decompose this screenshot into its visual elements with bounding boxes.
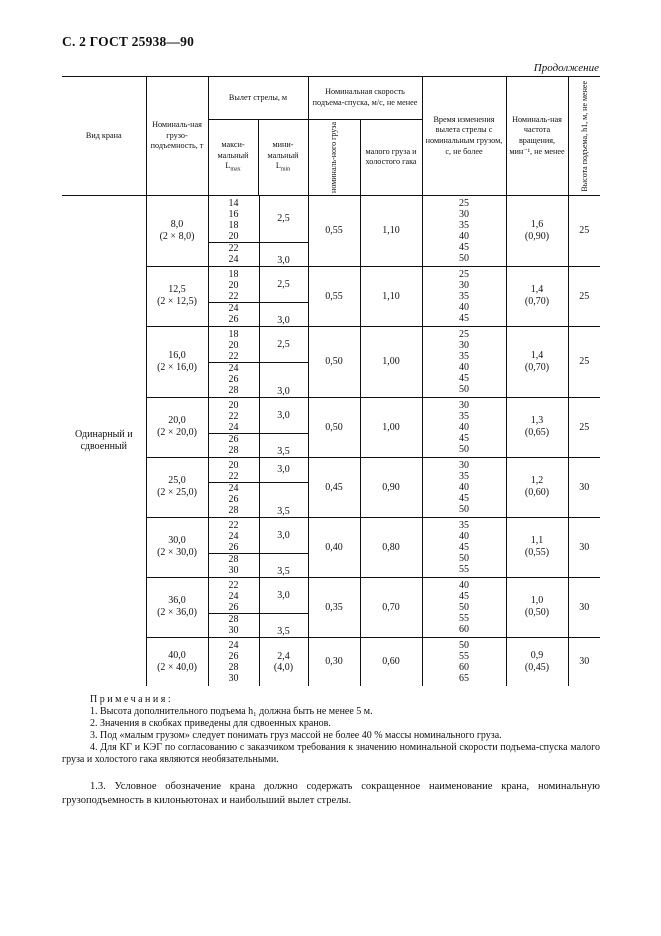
notes-title: Примечания: <box>90 694 174 705</box>
crane-type: Одинарный и сдвоенный <box>74 428 133 452</box>
capacity-double: (2 × 36,0) <box>157 607 197 619</box>
time-value: 55 <box>459 563 469 575</box>
col-reach-max-sub: max <box>230 167 241 174</box>
speed-nominal-value: 0,55 <box>308 195 360 266</box>
time-cell <box>422 637 506 686</box>
time-value: 25 <box>459 197 469 209</box>
time-value: 45 <box>459 492 469 504</box>
time-value: 40 <box>459 230 469 242</box>
reach-min-value: 3,0 <box>277 529 290 541</box>
reach-grid <box>209 578 308 637</box>
speed-nominal-value: 0,45 <box>308 457 360 517</box>
capacity-cell <box>146 637 208 686</box>
reach-max-cell <box>208 266 308 326</box>
time-value: 40 <box>459 301 469 313</box>
rotation-value: 1,1 <box>530 535 544 547</box>
time-value: 40 <box>459 530 469 542</box>
reach-max-list <box>209 267 260 302</box>
reach-max-value: 24 <box>228 590 239 602</box>
reach-max-list <box>209 518 260 553</box>
paragraph-1-3: 1.3. Условное обозначение крана должно содержать сокращенное наименование крана, номинальную грузоподъемность в килоньютонах и наибольший вылет стрелы. <box>62 781 600 806</box>
reach-max-cell <box>208 517 308 577</box>
time-cell <box>422 517 506 577</box>
col-reach-max <box>208 120 258 196</box>
speed-nominal-value: 0,35 <box>308 577 360 637</box>
rotation-double: (0,70) <box>524 361 550 373</box>
capacity-double: (2 × 25,0) <box>157 487 197 499</box>
reach-min-double: (4,0) <box>273 661 294 673</box>
capacity-cell <box>146 326 208 397</box>
reach-part-a <box>209 578 308 613</box>
reach-max-value: 20 <box>228 230 239 242</box>
spec-table <box>62 76 600 686</box>
reach-max-value: 28 <box>228 661 239 673</box>
col-reach-max-text: макси-мальный L <box>217 140 249 171</box>
capacity-value: 40,0 <box>168 649 186 661</box>
reach-min-value: 3,0 <box>277 314 290 326</box>
time-value: 30 <box>459 208 469 220</box>
reach-part-a <box>209 458 308 482</box>
time-value: 50 <box>459 503 469 515</box>
reach-min-value: 3,0 <box>277 385 290 397</box>
time-value: 45 <box>459 312 469 324</box>
speed-small-value: 1,00 <box>360 397 422 457</box>
reach-part-b <box>209 242 308 266</box>
reach-max-value: 28 <box>228 613 239 625</box>
col-speed-nominal <box>308 120 360 196</box>
reach-min-a <box>260 518 308 553</box>
speed-nominal-value: 0,30 <box>308 637 360 686</box>
time-value: 45 <box>459 432 469 444</box>
reach-min-b <box>260 303 308 326</box>
capacity-double: (2 × 12,5) <box>157 296 197 308</box>
reach-max-value: 18 <box>228 219 239 231</box>
reach-max-list <box>209 554 260 577</box>
capacity-value: 16,0 <box>168 349 186 361</box>
reach-max-value: 28 <box>228 553 239 565</box>
reach-max-value: 24 <box>228 421 239 433</box>
reach-max-list <box>209 303 260 326</box>
capacity-cell <box>146 457 208 517</box>
rotation-value: 1,4 <box>530 284 544 296</box>
reach-max-value: 22 <box>228 410 239 422</box>
speed-small-value: 0,80 <box>360 517 422 577</box>
col-speed-small: малого груза и холостого гака <box>360 120 422 196</box>
reach-max-value: 26 <box>228 433 239 445</box>
time-cell <box>422 266 506 326</box>
time-list <box>423 640 506 684</box>
col-reach-min <box>258 120 308 196</box>
reach-max-cell <box>208 457 308 517</box>
reach-part-a <box>209 518 308 553</box>
capacity-double: (2 × 30,0) <box>157 547 197 559</box>
reach-max-list <box>209 614 260 637</box>
capacity-double: (2 × 8,0) <box>159 230 195 242</box>
capacity-value: 12,5 <box>168 284 186 296</box>
notes <box>62 694 600 766</box>
reach-max-list <box>209 398 260 433</box>
col-capacity: Номиналь-ная грузо-подъемность, т <box>146 77 208 196</box>
reach-min-b <box>260 243 308 266</box>
height-value: 25 <box>568 266 600 326</box>
reach-max-value: 30 <box>228 672 239 684</box>
time-value: 35 <box>459 470 469 482</box>
time-value: 35 <box>459 350 469 362</box>
reach-max-list <box>209 638 260 686</box>
rotation-cell <box>506 457 568 517</box>
reach-max-list <box>209 327 260 362</box>
reach-min-value: 3,5 <box>277 625 290 637</box>
reach-part-a <box>209 638 308 686</box>
reach-min-value: 2,5 <box>277 338 290 350</box>
time-list <box>423 329 506 395</box>
capacity-value: 8,0 <box>170 218 184 230</box>
reach-max-list <box>209 483 260 517</box>
time-list <box>423 460 506 515</box>
reach-max-value: 26 <box>228 493 239 505</box>
speed-small-value: 1,10 <box>360 195 422 266</box>
reach-max-cell <box>208 326 308 397</box>
note-2: 2. Значения в скобках приведены для сдвоенных кранов. <box>90 718 331 729</box>
reach-min-a <box>260 327 308 362</box>
reach-max-value: 22 <box>228 519 239 531</box>
time-list <box>423 269 506 324</box>
time-value: 40 <box>459 481 469 493</box>
speed-nominal-value: 0,40 <box>308 517 360 577</box>
col-height <box>568 77 600 196</box>
reach-min-value: 2,5 <box>277 278 290 290</box>
rotation-double: (0,90) <box>524 230 550 242</box>
rotation-double: (0,70) <box>524 296 550 308</box>
reach-part-b <box>209 613 308 637</box>
time-cell <box>422 195 506 266</box>
reach-max-value: 26 <box>228 541 239 553</box>
reach-max-value: 20 <box>228 339 239 351</box>
capacity-cell <box>146 577 208 637</box>
reach-grid <box>209 327 308 397</box>
reach-part-b <box>209 482 308 517</box>
time-value: 45 <box>459 541 469 553</box>
rotation-cell <box>506 517 568 577</box>
col-reach-min-text: мини-мальный L <box>267 140 299 171</box>
speed-small-value: 0,60 <box>360 637 422 686</box>
time-list <box>423 520 506 575</box>
reach-grid <box>209 398 308 457</box>
time-value: 35 <box>459 219 469 231</box>
reach-max-value: 28 <box>228 384 239 396</box>
time-value: 30 <box>459 459 469 471</box>
reach-max-value: 20 <box>228 459 239 471</box>
reach-part-b <box>209 362 308 397</box>
speed-nominal-value: 0,55 <box>308 266 360 326</box>
reach-grid <box>209 196 308 266</box>
spec-table-wrap <box>62 76 600 686</box>
reach-min-value: 3,0 <box>277 409 290 421</box>
height-value: 25 <box>568 326 600 397</box>
reach-min-b <box>260 483 308 517</box>
time-value: 40 <box>459 421 469 433</box>
rotation-double: (0,65) <box>524 427 550 439</box>
time-cell <box>422 326 506 397</box>
capacity-cell <box>146 266 208 326</box>
reach-min-value: 3,5 <box>277 565 290 577</box>
reach-part-b <box>209 553 308 577</box>
col-type: Вид крана <box>62 77 146 196</box>
reach-max-value: 18 <box>228 328 239 340</box>
reach-max-value: 20 <box>228 279 239 291</box>
reach-min-a <box>260 638 308 686</box>
reach-min-a <box>260 196 308 242</box>
capacity-cell <box>146 397 208 457</box>
reach-max-value: 26 <box>228 313 239 325</box>
reach-max-value: 24 <box>228 362 239 374</box>
reach-grid <box>209 458 308 517</box>
reach-max-value: 24 <box>228 639 239 651</box>
col-speed-nominal-text: номиналь-ного груза <box>329 122 339 193</box>
reach-max-value: 22 <box>228 350 239 362</box>
reach-grid <box>209 267 308 326</box>
time-cell <box>422 577 506 637</box>
reach-part-b <box>209 302 308 326</box>
note-3: 3. Под «малым грузом» следует понимать груз массой не более 40 % массы номинального груза. <box>90 730 502 741</box>
spec-table-body <box>62 195 600 686</box>
speed-nominal-value: 0,50 <box>308 326 360 397</box>
reach-max-value: 30 <box>228 564 239 576</box>
reach-min-value: 3,5 <box>277 445 290 457</box>
reach-max-cell <box>208 637 308 686</box>
reach-min-b <box>260 614 308 637</box>
speed-small-value: 0,70 <box>360 577 422 637</box>
col-rotation: Номиналь-ная частота вращения, мин⁻¹, не менее <box>506 77 568 196</box>
rotation-value: 1,3 <box>530 415 544 427</box>
reach-part-b <box>209 433 308 457</box>
rotation-value: 1,0 <box>530 595 544 607</box>
reach-min-value: 3,5 <box>277 505 290 517</box>
reach-max-cell <box>208 397 308 457</box>
reach-min-a <box>260 458 308 482</box>
note-4: 4. Для КГ и КЭГ по согласованию с заказчиком требования к значению номинальной скорости подъема-спуска малого груза и холостого гака являются необязательными. <box>62 742 600 765</box>
height-value: 30 <box>568 457 600 517</box>
reach-max-list <box>209 578 260 613</box>
reach-max-cell <box>208 577 308 637</box>
reach-max-value: 22 <box>228 470 239 482</box>
time-value: 45 <box>459 241 469 253</box>
note-1: 1. Высота дополнительного подъема h₁ должна быть не менее 5 м. <box>90 706 373 717</box>
height-value: 25 <box>568 195 600 266</box>
time-value: 35 <box>459 410 469 422</box>
rotation-value: 1,4 <box>530 349 544 361</box>
time-value: 45 <box>459 590 469 602</box>
rotation-value: 1,2 <box>530 475 544 487</box>
reach-part-a <box>209 196 308 242</box>
reach-max-value: 22 <box>228 290 239 302</box>
reach-max-list <box>209 458 260 482</box>
time-value: 35 <box>459 519 469 531</box>
rotation-double: (0,45) <box>524 661 550 673</box>
rotation-double: (0,60) <box>524 487 550 499</box>
capacity-double: (2 × 16,0) <box>157 361 197 373</box>
time-value: 40 <box>459 579 469 591</box>
col-speed: Номинальная скорость подъема-спуска, м/с, не менее <box>308 77 422 120</box>
time-value: 60 <box>459 661 469 673</box>
reach-part-a <box>209 327 308 362</box>
capacity-value: 25,0 <box>168 475 186 487</box>
capacity-double: (2 × 20,0) <box>157 427 197 439</box>
reach-max-value: 14 <box>228 197 239 209</box>
reach-max-value: 22 <box>228 579 239 591</box>
height-value: 30 <box>568 517 600 577</box>
reach-max-value: 30 <box>228 624 239 636</box>
reach-min-value: 3,0 <box>277 464 290 476</box>
time-value: 50 <box>459 601 469 613</box>
speed-small-value: 1,00 <box>360 326 422 397</box>
rotation-cell <box>506 397 568 457</box>
rotation-value: 0,9 <box>530 649 544 661</box>
reach-max-list <box>209 196 260 242</box>
height-value: 30 <box>568 577 600 637</box>
reach-max-value: 24 <box>228 530 239 542</box>
reach-max-value: 24 <box>228 253 239 265</box>
time-cell <box>422 457 506 517</box>
reach-min-a <box>260 398 308 433</box>
time-value: 55 <box>459 612 469 624</box>
rotation-cell <box>506 266 568 326</box>
time-value: 50 <box>459 552 469 564</box>
time-value: 35 <box>459 290 469 302</box>
col-reach-min-sub: min <box>280 167 291 174</box>
time-value: 50 <box>459 443 469 455</box>
reach-part-a <box>209 267 308 302</box>
rotation-double: (0,55) <box>524 547 550 559</box>
time-value: 30 <box>459 399 469 411</box>
crane-type-cell <box>62 195 146 686</box>
time-list <box>423 400 506 455</box>
reach-min-value: 3,0 <box>277 589 290 601</box>
reach-max-value: 26 <box>228 650 239 662</box>
reach-min-value: 2,5 <box>277 213 290 225</box>
time-value: 40 <box>459 361 469 373</box>
reach-max-list <box>209 363 260 397</box>
table-row <box>62 195 600 266</box>
continued-label: Продолжение <box>533 62 599 74</box>
reach-min-b <box>260 363 308 397</box>
rotation-cell <box>506 637 568 686</box>
rotation-value: 1,6 <box>530 218 544 230</box>
reach-min-a <box>260 578 308 613</box>
rotation-cell <box>506 326 568 397</box>
time-list <box>423 580 506 635</box>
time-list <box>423 198 506 264</box>
capacity-value: 20,0 <box>168 415 186 427</box>
speed-small-value: 0,90 <box>360 457 422 517</box>
reach-max-value: 26 <box>228 601 239 613</box>
reach-max-value: 28 <box>228 504 239 516</box>
time-value: 50 <box>459 383 469 395</box>
capacity-cell <box>146 195 208 266</box>
time-value: 50 <box>459 252 469 264</box>
reach-max-value: 24 <box>228 302 239 314</box>
reach-grid <box>209 638 308 686</box>
reach-min-a <box>260 267 308 302</box>
reach-grid <box>209 518 308 577</box>
height-value: 30 <box>568 637 600 686</box>
rotation-cell <box>506 577 568 637</box>
reach-max-list <box>209 243 260 266</box>
time-value: 25 <box>459 268 469 280</box>
reach-max-value: 24 <box>228 482 239 494</box>
time-value: 30 <box>459 279 469 291</box>
reach-max-value: 22 <box>228 242 239 254</box>
reach-max-value: 16 <box>228 208 239 220</box>
time-value: 55 <box>459 650 469 662</box>
capacity-cell <box>146 517 208 577</box>
capacity-double: (2 × 40,0) <box>157 661 197 673</box>
speed-nominal-value: 0,50 <box>308 397 360 457</box>
reach-max-value: 18 <box>228 268 239 280</box>
time-value: 25 <box>459 328 469 340</box>
reach-max-value: 26 <box>228 373 239 385</box>
page-header: С. 2 ГОСТ 25938—90 <box>62 34 195 49</box>
reach-max-value: 28 <box>228 444 239 456</box>
reach-min-value: 2,4 <box>277 650 290 662</box>
time-value: 65 <box>459 672 469 684</box>
time-cell <box>422 397 506 457</box>
speed-small-value: 1,10 <box>360 266 422 326</box>
capacity-value: 36,0 <box>168 595 186 607</box>
reach-min-value: 3,0 <box>277 254 290 266</box>
rotation-double: (0,50) <box>524 607 550 619</box>
time-value: 30 <box>459 339 469 351</box>
col-height-text: Высота подъема, h1, м, не менее <box>579 80 589 192</box>
col-time: Время изменения вылета стрелы с номинальным грузом, с, не более <box>422 77 506 196</box>
reach-min-b <box>260 554 308 577</box>
reach-min-b <box>260 434 308 457</box>
time-value: 50 <box>459 639 469 651</box>
reach-part-a <box>209 398 308 433</box>
capacity-value: 30,0 <box>168 535 186 547</box>
reach-max-value: 20 <box>228 399 239 411</box>
time-value: 45 <box>459 372 469 384</box>
reach-max-list <box>209 434 260 457</box>
height-value: 25 <box>568 397 600 457</box>
col-reach: Вылет стрелы, м <box>208 77 308 120</box>
reach-max-cell <box>208 195 308 266</box>
time-value: 60 <box>459 623 469 635</box>
rotation-cell <box>506 195 568 266</box>
